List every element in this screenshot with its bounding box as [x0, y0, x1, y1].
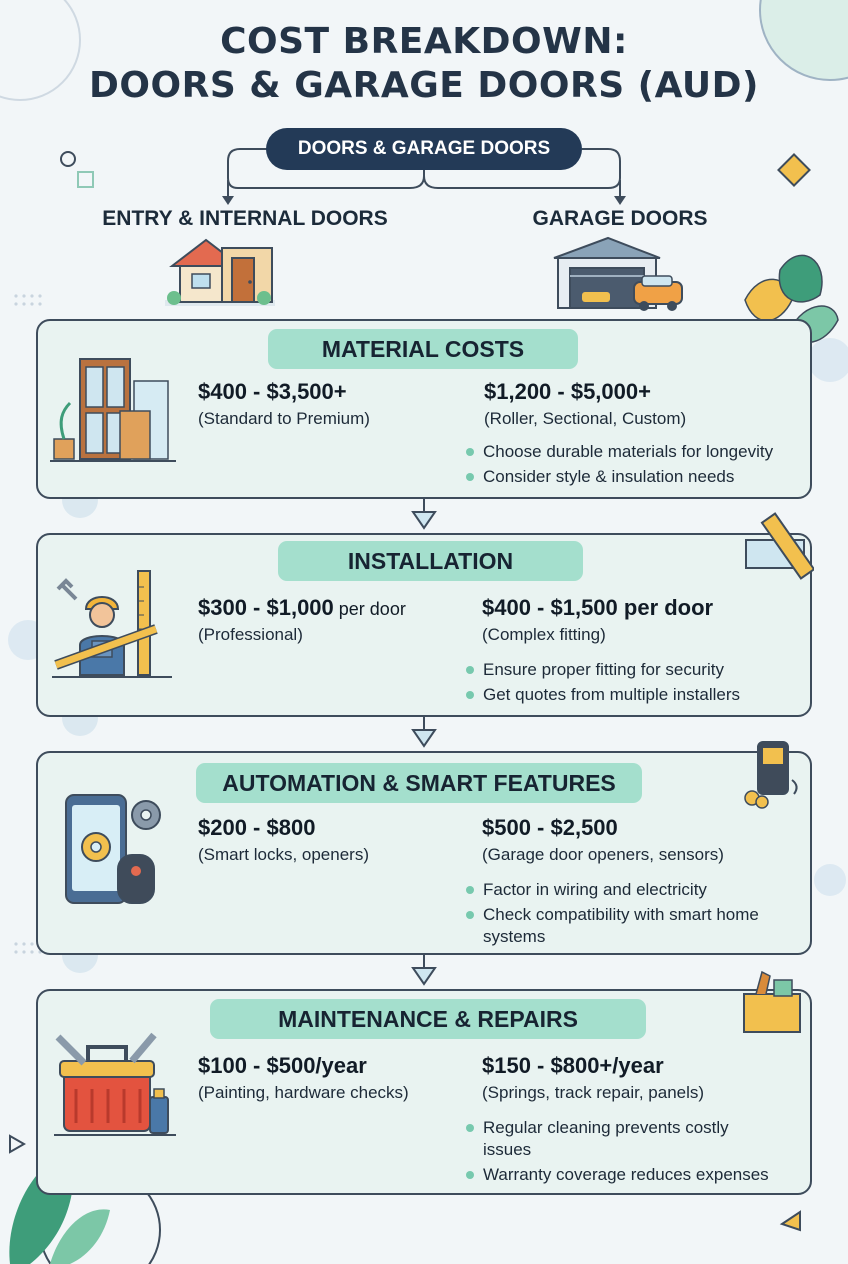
tip-item: Get quotes from multiple installers [464, 684, 804, 706]
entry-doors-note: (Painting, hardware checks) [198, 1083, 409, 1102]
section-installation [36, 533, 812, 717]
tip-item: Check compatibility with smart home systems [464, 904, 784, 948]
section-title: AUTOMATION & SMART FEATURES [196, 763, 642, 803]
tip-item: Choose durable materials for longevity [464, 441, 804, 463]
installer-worker-icon [52, 565, 182, 685]
tip-item: Ensure proper fitting for security [464, 659, 804, 681]
entry-doors-price [198, 1053, 367, 1079]
tips-list [464, 879, 784, 951]
tips-list [464, 1117, 769, 1189]
tip-item: Factor in wiring and electricity [464, 879, 784, 901]
garage-doors-note: (Complex fitting) [482, 625, 606, 644]
section-title: INSTALLATION [278, 541, 583, 581]
root-category-pill: DOORS & GARAGE DOORS [266, 128, 582, 170]
garage-doors-price: $1,200 - $5,000+ [484, 379, 651, 404]
garage-doors-price: $400 - $1,500 per door [482, 595, 714, 620]
garage-icon [548, 234, 688, 314]
entry-doors-note: (Smart locks, openers) [198, 845, 369, 864]
branch-label-garage-doors: GARAGE DOORS [532, 207, 708, 230]
garage-doors-note: (Roller, Sectional, Custom) [484, 409, 687, 428]
tip-item: Regular cleaning prevents costly issues [464, 1117, 744, 1161]
smartphone-remote-icon [56, 789, 186, 909]
garage-doors-note: (Springs, track repair, panels) [482, 1083, 705, 1102]
title-line-1: COST BREAKDOWN: [220, 21, 628, 62]
door-materials-icon [50, 351, 180, 471]
title-line-2: DOORS & GARAGE DOORS (AUD) [89, 65, 759, 106]
down-arrow-icon [409, 954, 439, 988]
down-arrow-icon [409, 716, 439, 750]
price-range: $100 - $500/year [198, 1053, 367, 1078]
tip-item: Consider style & insulation needs [464, 466, 804, 488]
garage-doors-price: $150 - $800+/year [482, 1053, 664, 1078]
price-unit: per door [333, 599, 406, 619]
section-title: MAINTENANCE & REPAIRS [210, 999, 646, 1039]
garage-doors-note: (Garage door openers, sensors) [482, 845, 724, 864]
tips-list [464, 441, 804, 491]
remote-keypad-icon [740, 740, 810, 810]
tips-list [464, 659, 804, 709]
garage-doors-price: $500 - $2,500 [482, 815, 618, 840]
price-range: $300 - $1,000 [198, 595, 334, 620]
entry-doors-note: (Standard to Premium) [198, 409, 370, 428]
page-title [0, 20, 848, 108]
price-range: $200 - $800 [198, 815, 316, 840]
entry-doors-price [198, 379, 347, 405]
house-icon [160, 232, 280, 312]
entry-doors-note: (Professional) [198, 625, 303, 644]
section-maintenance [36, 989, 812, 1195]
toolbox-icon [54, 1027, 184, 1147]
section-material-costs [36, 319, 812, 499]
section-automation [36, 751, 812, 955]
tip-item: Warranty coverage reduces expenses [464, 1164, 804, 1186]
down-arrow-icon [409, 498, 439, 532]
branch-label-entry-doors: ENTRY & INTERNAL DOORS [102, 207, 388, 230]
entry-doors-price [198, 815, 315, 841]
tool-box-small-icon [740, 966, 810, 1036]
ruler-icon [744, 512, 814, 582]
entry-doors-price [198, 595, 406, 621]
price-range: $400 - $3,500+ [198, 379, 347, 404]
section-title: MATERIAL COSTS [268, 329, 578, 369]
